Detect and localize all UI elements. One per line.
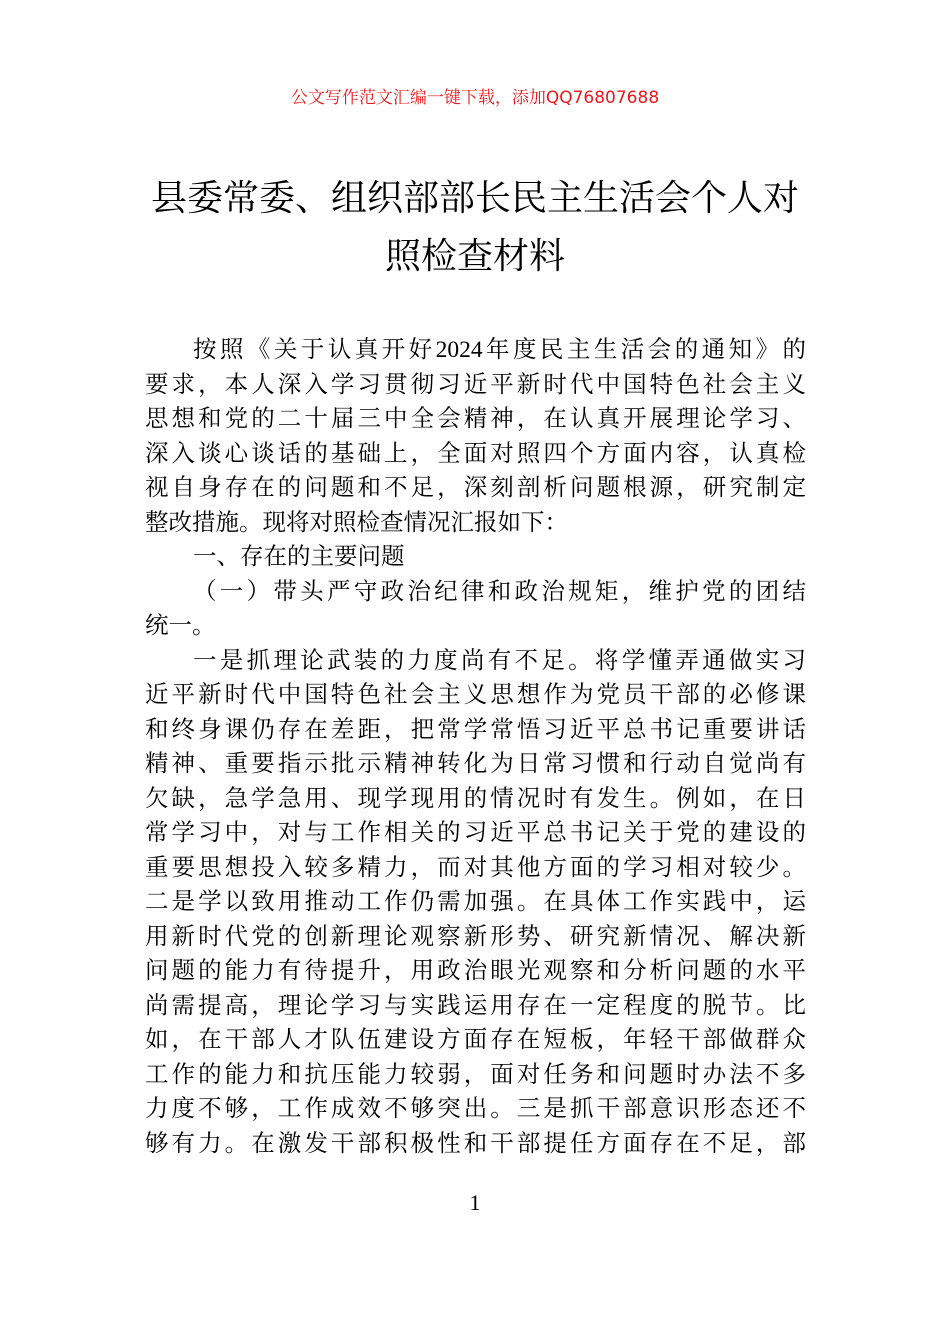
text-line: 用新时代党的创新理论观察新形势、研究新情况、解决新: [145, 921, 806, 950]
document-title: [100, 170, 850, 286]
text-line: 精神、重要指示批示精神转化为日常习惯和行动自觉尚有: [145, 749, 806, 777]
text-line: 视自身存在的问题和不足，深刻剖析问题根源，研究制定: [145, 473, 806, 501]
text-line: 工作的能力和抗压能力较弱，面对任务和问题时办法不多: [145, 1059, 806, 1088]
text-line: 近平新时代中国特色社会主义思想作为党员干部的必修课: [145, 680, 806, 708]
text-line: 一是抓理论武装的力度尚有不足。将学懂弄通做实习: [193, 645, 806, 674]
text-line: 和终身课仍存在差距，把常学常悟习近平总书记重要讲话: [145, 714, 806, 743]
page-number: 1: [469, 1190, 481, 1215]
text-line: 思想和党的二十届三中全会精神，在认真开展理论学习、: [145, 404, 806, 432]
text-line: 整改措施。现将对照检查情况汇报如下：: [145, 507, 568, 536]
text-line: 尚需提高，理论学习与实践运用存在一定程度的脱节。比: [145, 990, 806, 1019]
text-line: 欠缺，急学急用、现学现用的情况时有发生。例如，在日: [145, 783, 806, 812]
text-line: 要求，本人深入学习贯彻习近平新时代中国特色社会主义: [145, 369, 806, 398]
text-line: 力度不够，工作成效不够突出。三是抓干部意识形态还不: [145, 1094, 806, 1122]
text-line: （一）带头严守政治纪律和政治规矩，维护党的团结: [193, 576, 806, 605]
text-line: 问题的能力有待提升，用政治眼光观察和分析问题的水平: [145, 956, 806, 984]
text-line: 二是学以致用推动工作仍需加强。在具体工作实践中，运: [145, 887, 806, 915]
document-body: [145, 332, 806, 1160]
text-line: 按照《关于认真开好2024年度民主生活会的通知》的: [193, 335, 807, 363]
text-line: 常学习中，对与工作相关的习近平总书记关于党的建设的: [145, 818, 806, 846]
text-line: 一、存在的主要问题: [193, 542, 405, 570]
text-line: 统一。: [145, 611, 216, 639]
text-line: 深入谈心谈话的基础上，全面对照四个方面内容，认真检: [145, 438, 806, 467]
title-line-2: 照检查材料: [384, 236, 565, 277]
download-notice: 公文写作范文汇编一键下载，添加QQ76807688: [290, 88, 660, 108]
title-line-1: 县委常委、组织部部长民主生活会个人对: [150, 178, 799, 219]
text-line: 重要思想投入较多精力，而对其他方面的学习相对较少。: [145, 852, 806, 881]
text-line: 如，在干部人才队伍建设方面存在短板，年轻干部做群众: [145, 1025, 806, 1053]
text-line: 够有力。在激发干部积极性和干部提任方面存在不足，部: [145, 1128, 806, 1157]
